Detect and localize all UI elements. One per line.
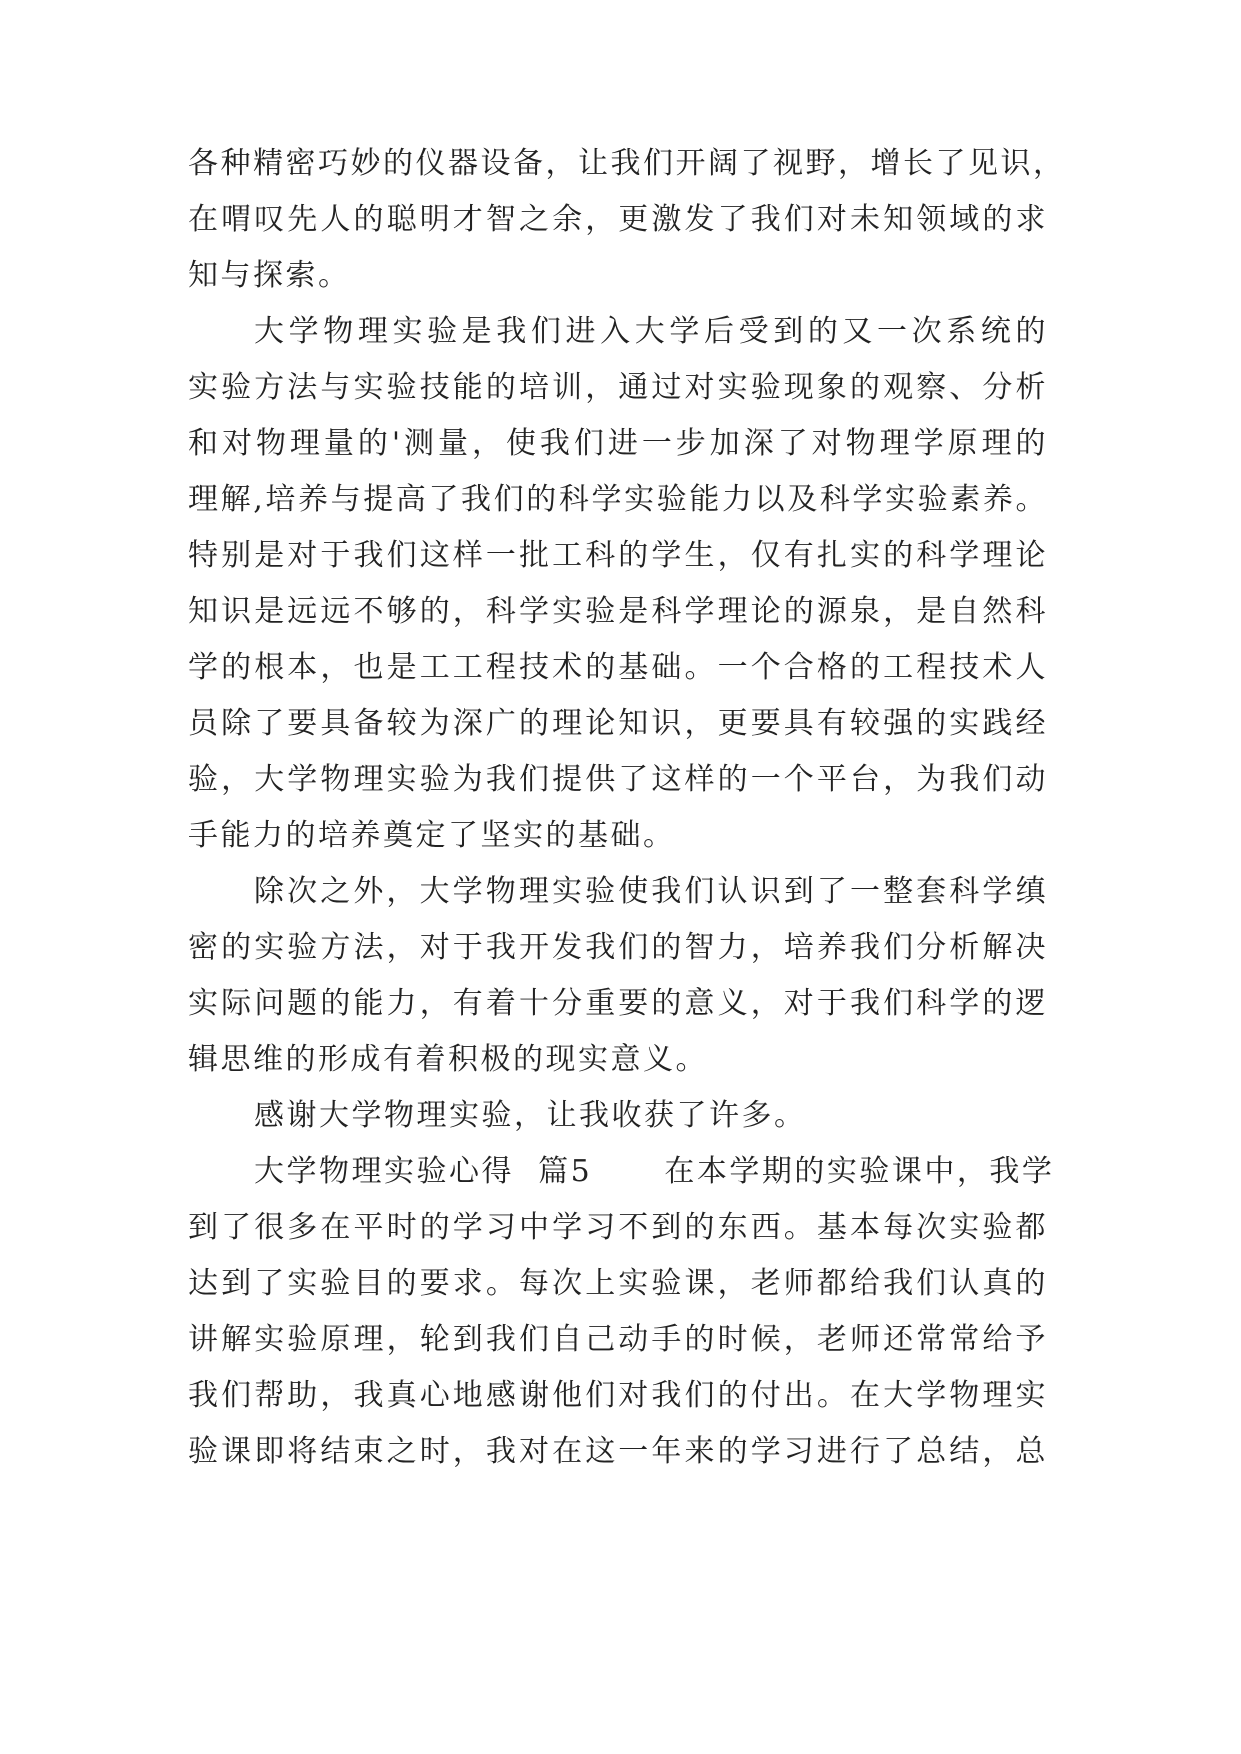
text-line: 辑思维的形成有着积极的现实意义。 bbox=[188, 1042, 708, 1077]
text-line: 达到了实验目的要求。每次上实验课，老师都给我们认真的 bbox=[188, 1266, 1048, 1301]
text-line: 员除了要具备较为深广的理论知识，更要具有较强的实践经 bbox=[188, 706, 1048, 741]
text-line: 在喟叹先人的聪明才智之余，更激发了我们对未知领域的求 bbox=[188, 202, 1048, 237]
text-line: 学的根本，也是工工程技术的基础。一个合格的工程技术人 bbox=[188, 650, 1048, 685]
paragraph-first-line: 除次之外，大学物理实验使我们认识到了一整套科学缜 bbox=[254, 874, 1048, 909]
text-line: 到了很多在平时的学习中学习不到的东西。基本每次实验都 bbox=[188, 1210, 1048, 1245]
text-line: 和对物理量的'测量，使我们进一步加深了对物理学原理的 bbox=[188, 426, 1048, 461]
section-heading-line: 大学物理实验心得 篇5 在本学期的实验课中，我学 bbox=[254, 1154, 1055, 1189]
text-line: 实际问题的能力，有着十分重要的意义，对于我们科学的逻 bbox=[188, 986, 1048, 1021]
text-line: 知与探索。 bbox=[188, 258, 351, 293]
text-line: 各种精密巧妙的仪器设备，让我们开阔了视野，增长了见识， bbox=[188, 146, 1066, 181]
text-line: 我们帮助，我真心地感谢他们对我们的付出。在大学物理实 bbox=[188, 1378, 1048, 1413]
text-line: 验课即将结束之时，我对在这一年来的学习进行了总结，总 bbox=[188, 1434, 1048, 1469]
text-line: 手能力的培养奠定了坚实的基础。 bbox=[188, 818, 676, 853]
text-line: 验，大学物理实验为我们提供了这样的一个平台，为我们动 bbox=[188, 762, 1048, 797]
text-line: 实验方法与实验技能的培训，通过对实验现象的观察、分析 bbox=[188, 370, 1048, 405]
paragraph-first-line: 感谢大学物理实验，让我收获了许多。 bbox=[254, 1098, 807, 1133]
text-line: 讲解实验原理，轮到我们自己动手的时候，老师还常常给予 bbox=[188, 1322, 1048, 1357]
text-line: 理解,培养与提高了我们的科学实验能力以及科学实验素养。 bbox=[188, 482, 1048, 517]
paragraph-first-line: 大学物理实验是我们进入大学后受到的又一次系统的 bbox=[254, 314, 1048, 349]
text-line: 特别是对于我们这样一批工科的学生，仅有扎实的科学理论 bbox=[188, 538, 1048, 573]
text-line: 知识是远远不够的，科学实验是科学理论的源泉，是自然科 bbox=[188, 594, 1048, 629]
text-line: 密的实验方法，对于我开发我们的智力，培养我们分析解决 bbox=[188, 930, 1048, 965]
